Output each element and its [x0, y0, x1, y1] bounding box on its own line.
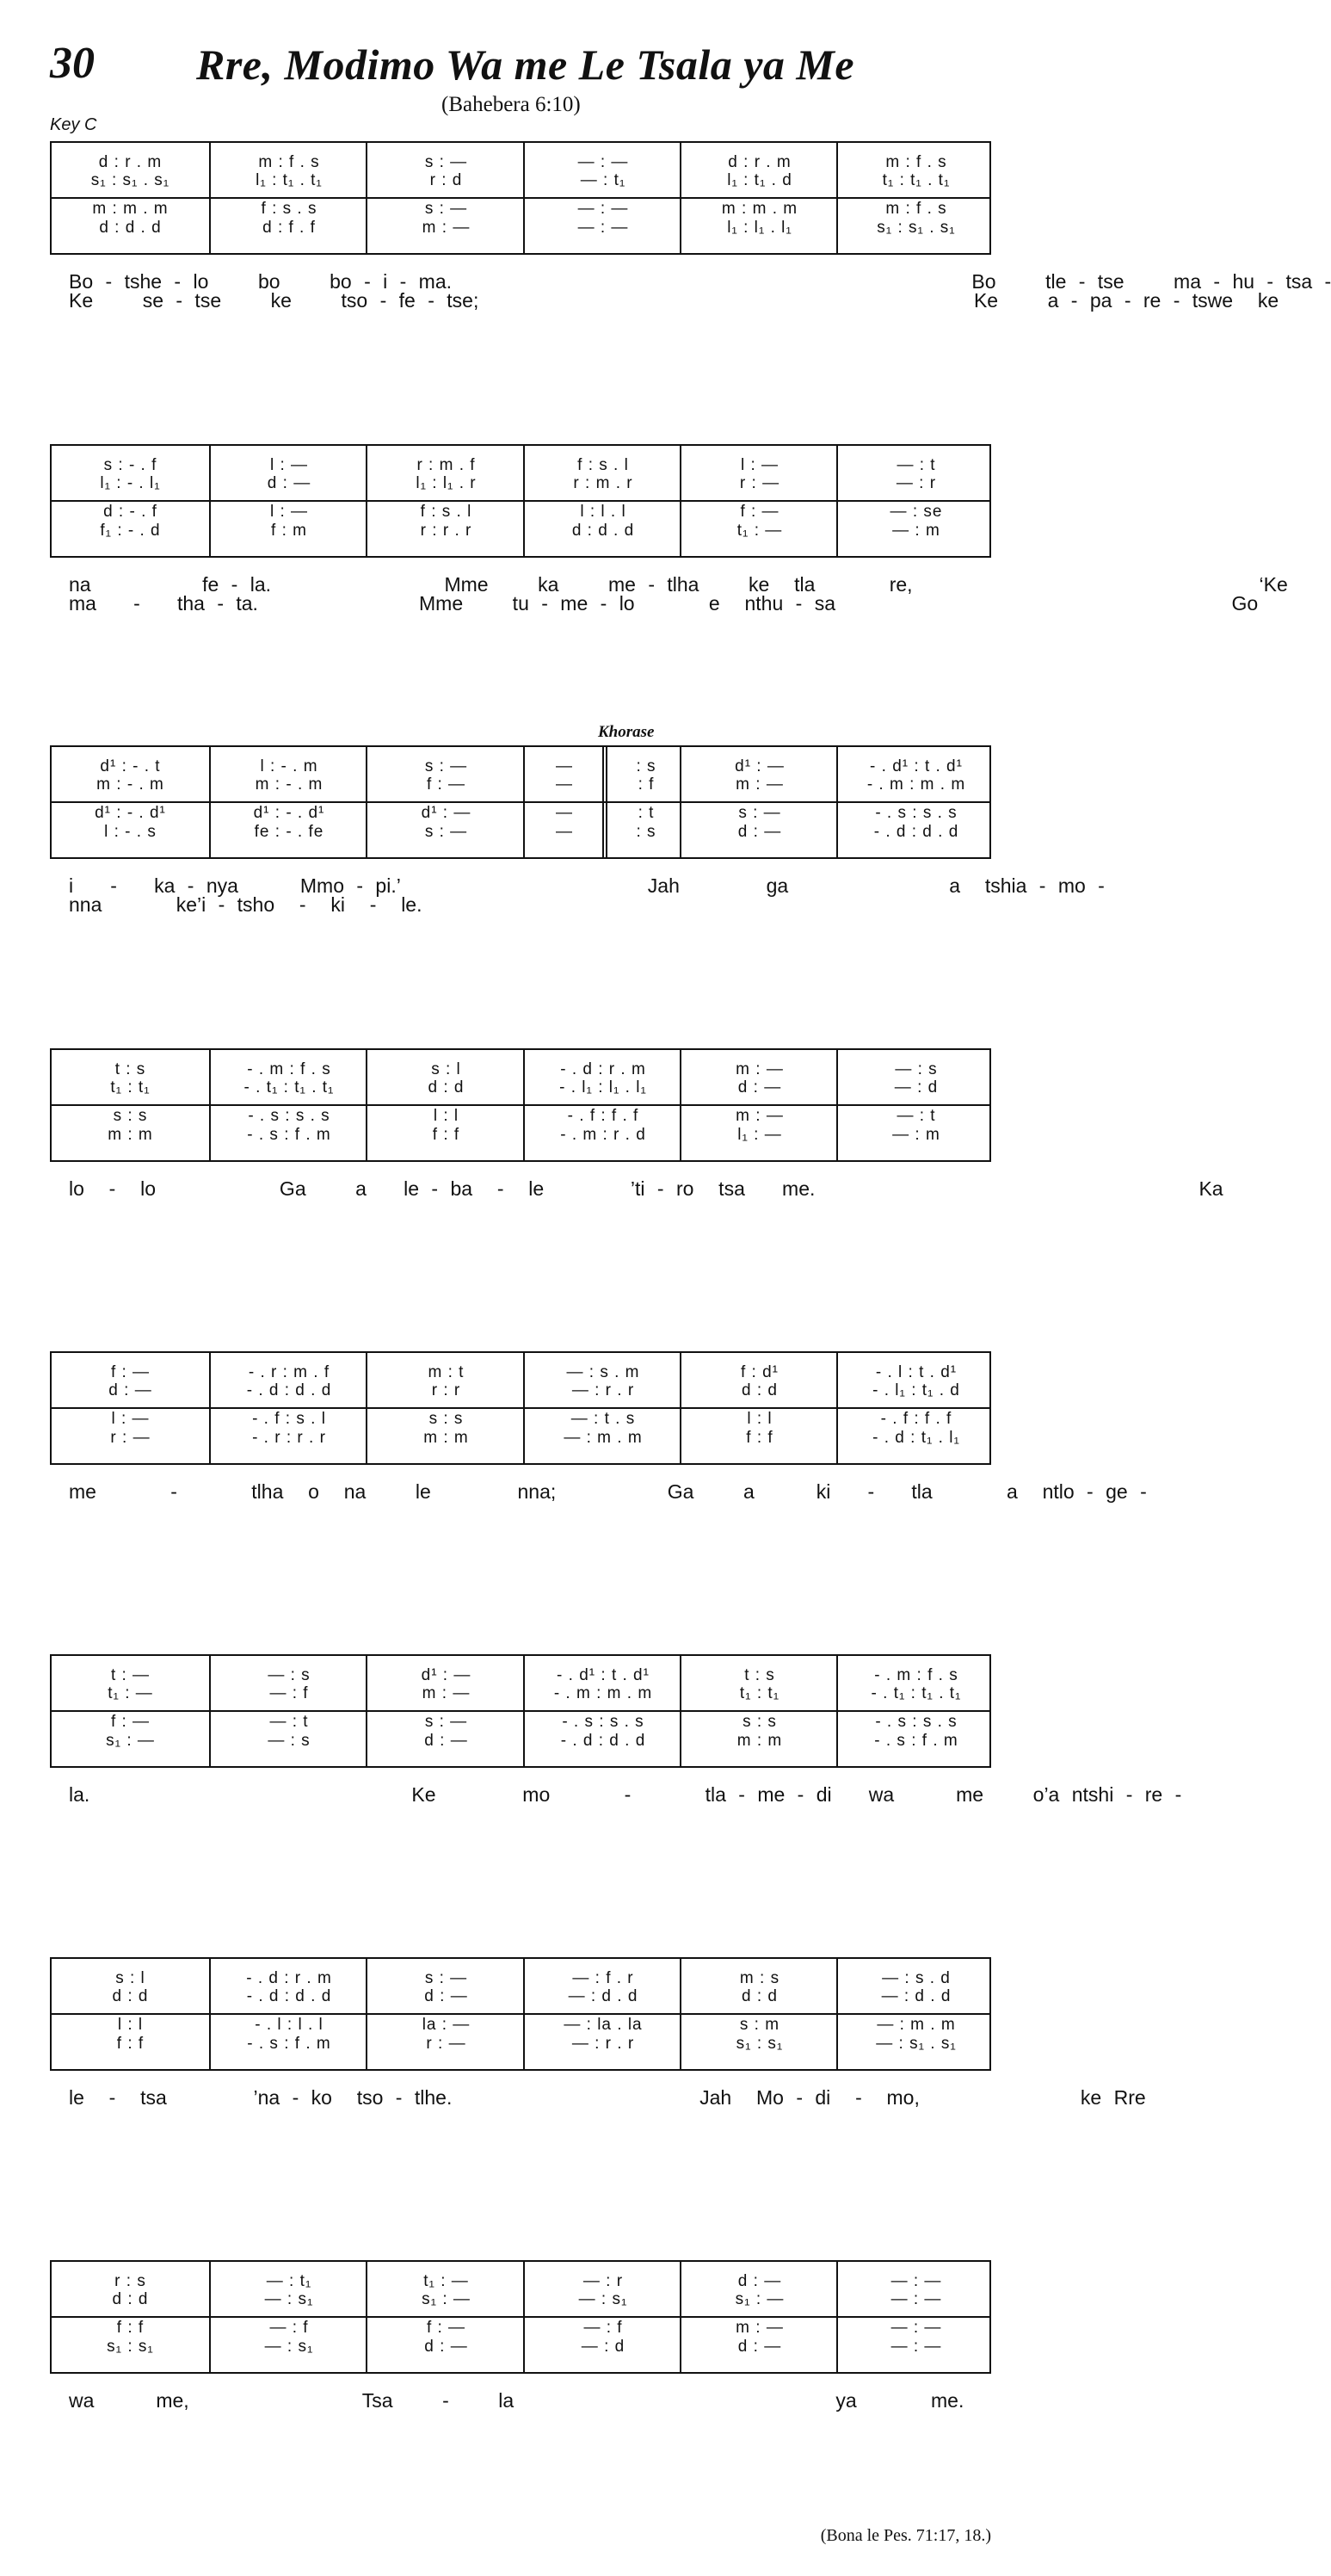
measure [209, 1959, 367, 2069]
soprano-notes: t : s [114, 1060, 146, 1078]
bass-notes: f : f [432, 1126, 460, 1144]
tenor-notes: : t [638, 804, 655, 822]
tenor-notes: s : s [113, 1107, 148, 1125]
score-system [50, 2260, 991, 2374]
soprano-notes: - . m : f . s [247, 1060, 331, 1078]
measure [52, 1050, 209, 1160]
hymn-header [50, 38, 996, 141]
measure [523, 1656, 681, 1766]
alto-notes: — : — [890, 2290, 942, 2308]
soprano-notes: m : s [739, 1969, 780, 1987]
measure [836, 446, 995, 556]
measure [52, 446, 209, 556]
lyric-line: na fe - la. Mme ka me - tlha ke tla re, ‘Ke [69, 573, 1288, 596]
soprano-notes: — : s . d [882, 1969, 951, 1987]
bass-notes: f : m [271, 522, 307, 540]
measure [523, 1353, 681, 1463]
alto-notes: — : t₁ [580, 171, 626, 189]
tenor-notes: — : — [890, 2319, 942, 2337]
tenor-notes: - . f : f . f [567, 1107, 639, 1125]
alto-notes: — [556, 775, 573, 794]
bass-notes: l₁ : l₁ . l₁ [727, 219, 792, 237]
soprano-notes: - . d : r . m [560, 1060, 646, 1078]
soprano-notes: s : l [115, 1969, 145, 1987]
soprano-notes: — : — [890, 2272, 942, 2290]
tenor-notes: f : f [116, 2319, 145, 2337]
alto-notes: t₁ : t₁ [110, 1078, 151, 1096]
score-system [50, 444, 991, 558]
bass-notes: — : m . m [564, 1429, 643, 1447]
soprano-notes: t : — [110, 1666, 151, 1684]
tenor-notes: — [556, 804, 573, 822]
soprano-notes: — : s [895, 1060, 938, 1078]
lyric-line: lo - lo Ga a le - ba - le ’ti - ro tsa me. Ka [69, 1177, 1223, 1200]
alto-notes: d : — [424, 1987, 468, 2005]
soprano-notes: d¹ : — [735, 757, 785, 775]
bass-notes: s₁ : s₁ [107, 2338, 154, 2356]
soprano-notes: — : s [268, 1666, 311, 1684]
tenor-notes: - . s : s . s [562, 1713, 644, 1731]
soprano-notes: s : — [424, 1969, 468, 1987]
measure [366, 143, 525, 253]
bass-notes: l₁ : — [737, 1126, 782, 1144]
alto-notes: r : m . r [573, 474, 633, 492]
soprano-notes: - . d¹ : t . d¹ [870, 757, 963, 775]
measure [209, 747, 367, 857]
alto-notes: s₁ : — [735, 2290, 785, 2308]
tenor-notes: - . f : s . l [252, 1410, 326, 1428]
alto-notes: d : d [112, 2290, 149, 2308]
bass-notes: l : - . s [104, 823, 157, 841]
alto-notes: l₁ : l₁ . r [416, 474, 477, 492]
measure [523, 143, 681, 253]
bass-notes: r : r . r [420, 522, 472, 540]
alto-notes: m : - . m [96, 775, 164, 794]
measure [680, 143, 838, 253]
tenor-notes: — : se [890, 503, 943, 521]
alto-notes: l₁ : t₁ . d [727, 171, 792, 189]
alto-notes: m : - . m [255, 775, 324, 794]
alto-notes: l₁ : - . l₁ [100, 474, 161, 492]
tenor-notes: - . s : s . s [875, 1713, 958, 1731]
alto-notes: — : f [269, 1684, 309, 1702]
tenor-notes: — : f [583, 2319, 623, 2337]
scripture-reference: (Bahebera 6:10) [441, 93, 581, 116]
bass-notes: - . d : d . d [560, 1732, 646, 1750]
tenor-notes: l : — [269, 503, 309, 521]
alto-notes: d : d [742, 1381, 778, 1399]
tenor-notes: m : f . s [885, 200, 947, 218]
alto-notes: - . d : d . d [246, 1987, 332, 2005]
soprano-notes: - . l : t . d¹ [875, 1363, 958, 1381]
tenor-notes: d¹ : - . d¹ [95, 804, 166, 822]
tenor-notes: — : m . m [877, 2016, 956, 2034]
score-system [50, 1351, 991, 1465]
alto-notes: - . t₁ : t₁ . t₁ [871, 1684, 962, 1702]
alto-notes: d : — [108, 1381, 152, 1399]
tenor-notes: l : l . l [580, 503, 626, 521]
hymn-number: 30 [50, 39, 95, 88]
tenor-notes: s : — [424, 200, 468, 218]
bass-notes: s : — [424, 823, 468, 841]
alto-notes: - . d : d . d [246, 1381, 332, 1399]
measure [366, 2262, 525, 2372]
tenor-notes: — : la . la [564, 2016, 643, 2034]
bass-notes: - . s : f . m [247, 2035, 331, 2053]
lyric-line: la. Ke mo - tla - me - di wa me o’a ntshi - re - [69, 1783, 1182, 1806]
tenor-notes: s : — [424, 1713, 468, 1731]
measure [366, 446, 525, 556]
tenor-notes: s : — [738, 804, 781, 822]
bass-notes: - . s : f . m [874, 1732, 958, 1750]
soprano-notes: — : r [582, 2272, 624, 2290]
soprano-notes: — : t [897, 456, 936, 474]
alto-notes: d : d [428, 1078, 465, 1096]
alto-notes: — : d . d [881, 1987, 952, 2005]
soprano-notes: d : r . m [728, 153, 792, 171]
soprano-notes: t₁ : — [423, 2272, 469, 2290]
bass-notes: f₁ : - . d [100, 522, 161, 540]
tenor-notes: l : l [747, 1410, 773, 1428]
tenor-notes: - . s : s . s [248, 1107, 330, 1125]
tenor-notes: f : s . s [261, 200, 317, 218]
lyric-line: le - tsa ’na - ko tso - tlhe. Jah Mo - di - mo, ke Rre [69, 2086, 1146, 2109]
soprano-notes: — : t₁ [266, 2272, 312, 2290]
bass-notes: - . r : r . r [252, 1429, 326, 1447]
bass-notes: — : m [892, 1126, 940, 1144]
measure [836, 2262, 995, 2372]
tenor-notes: l : l [117, 2016, 144, 2034]
soprano-notes: - . d¹ : t . d¹ [557, 1666, 650, 1684]
soprano-notes: f : — [110, 1363, 151, 1381]
tenor-notes: l : — [111, 1410, 150, 1428]
bass-notes: — : d [581, 2338, 625, 2356]
alto-notes: d : d [112, 1987, 149, 2005]
soprano-notes: - . d : r . m [246, 1969, 332, 1987]
bass-notes: — [556, 823, 573, 841]
bass-notes: s₁ : — [106, 1732, 155, 1750]
lyric-line: Ke se - tse ke tso - fe - tse; Ke a - pa - re - tswe ke [69, 289, 1279, 312]
measure [52, 747, 209, 857]
tenor-notes: — : t [269, 1713, 309, 1731]
bass-notes: f : f [116, 2035, 145, 2053]
tenor-notes: d¹ : - . d¹ [253, 804, 325, 822]
alto-notes: - . m : m . m [866, 775, 966, 794]
alto-notes: t₁ : t₁ [739, 1684, 780, 1702]
bass-notes: m : m [423, 1429, 469, 1447]
measure [523, 2262, 681, 2372]
bass-notes: — : r . r [571, 2035, 635, 2053]
alto-notes: f : — [426, 775, 466, 794]
alto-notes: r : r [431, 1381, 461, 1399]
measure [209, 446, 367, 556]
tenor-notes: s : s [743, 1713, 777, 1731]
measure [209, 1353, 367, 1463]
hymn-title: Rre, Modimo Wa me Le Tsala ya Me [196, 40, 855, 89]
bass-notes: d : — [737, 823, 782, 841]
alto-notes: t₁ : t₁ . t₁ [882, 171, 951, 189]
measure [680, 446, 838, 556]
measure [523, 1050, 681, 1160]
measure [209, 1050, 367, 1160]
tenor-notes: s : m [739, 2016, 780, 2034]
measure [209, 2262, 367, 2372]
bass-notes: d : — [424, 1732, 468, 1750]
soprano-notes: f : d¹ [740, 1363, 779, 1381]
score-system [50, 1048, 991, 1162]
bass-notes: s₁ : s₁ . s₁ [877, 219, 956, 237]
measure [836, 1656, 995, 1766]
alto-notes: m : — [736, 775, 784, 794]
soprano-notes: r : m . f [416, 456, 476, 474]
score-system [50, 1957, 991, 2071]
bass-notes: — : s₁ [264, 2338, 314, 2356]
lyric-line: me - tlha o na le nna; Ga a ki - tla a ntlo - ge - [69, 1480, 1147, 1503]
soprano-notes: d : — [737, 2272, 782, 2290]
measure [836, 747, 995, 857]
bass-notes: d : — [737, 2338, 782, 2356]
tenor-notes: — : t [897, 1107, 936, 1125]
soprano-notes: l : - . m [260, 757, 318, 775]
alto-notes: — : d . d [568, 1987, 638, 2005]
measure [366, 1050, 525, 1160]
alto-notes: - . t₁ : t₁ . t₁ [243, 1078, 335, 1096]
soprano-notes: m : — [736, 1060, 784, 1078]
alto-notes: — : r . r [571, 1381, 635, 1399]
measure [836, 1050, 995, 1160]
bass-notes: d : d . d [571, 522, 635, 540]
measure [209, 1656, 367, 1766]
bass-notes: m : m [736, 1732, 783, 1750]
tenor-notes: f : — [740, 503, 779, 521]
lyric-line: nna ke’i - tsho - ki - le. [69, 893, 422, 916]
soprano-notes: - . r : m . f [248, 1363, 330, 1381]
tenor-notes: - . l : l . l [255, 2016, 324, 2034]
alto-notes: — : s₁ [578, 2290, 628, 2308]
bass-notes: - . m : r . d [560, 1126, 646, 1144]
score-system [50, 745, 991, 859]
soprano-notes: l : — [740, 456, 779, 474]
measure [680, 2262, 838, 2372]
tenor-notes: - . s : s . s [875, 804, 958, 822]
soprano-notes: d : r . m [98, 153, 163, 171]
tenor-notes: f : s . l [420, 503, 472, 521]
measure [836, 1353, 995, 1463]
soprano-notes: d¹ : — [421, 1666, 471, 1684]
alto-notes: s₁ : s₁ . s₁ [90, 171, 170, 189]
soprano-notes: — : s . m [566, 1363, 640, 1381]
bass-notes: f : f [746, 1429, 773, 1447]
alto-notes: s₁ : — [422, 2290, 471, 2308]
soprano-notes: s : — [424, 757, 468, 775]
soprano-notes: f : s . l [577, 456, 629, 474]
soprano-notes: s : — [424, 153, 468, 171]
measure [602, 747, 685, 857]
tenor-notes: m : m . m [92, 200, 169, 218]
tenor-notes: l : l [433, 1107, 459, 1125]
alto-notes: t₁ : — [108, 1684, 153, 1702]
tenor-notes: — : t . s [570, 1410, 636, 1428]
alto-notes: — : d [894, 1078, 939, 1096]
lyric-line: ma - tha - ta. Mme tu - me - lo e nthu - sa Go [69, 592, 1259, 615]
measure [680, 1959, 838, 2069]
bass-notes: d : — [424, 2338, 468, 2356]
alto-notes: d : d [742, 1987, 778, 2005]
measure [366, 747, 525, 857]
measure [680, 1050, 838, 1160]
soprano-notes: d¹ : - . t [100, 757, 161, 775]
alto-notes: - . l₁ : t₁ . d [872, 1381, 960, 1399]
bass-notes: d : f . f [262, 219, 316, 237]
score-system [50, 1654, 991, 1768]
alto-notes: : f [638, 775, 655, 794]
soprano-notes: m : t [428, 1363, 465, 1381]
soprano-notes: m : f . s [885, 153, 947, 171]
measure [836, 1959, 995, 2069]
soprano-notes: t : s [744, 1666, 775, 1684]
lyric-line: i - ka - nya Mmo - pi.’ Jah ga a tshia - mo - [69, 874, 1105, 897]
bass-notes: — : s₁ . s₁ [876, 2035, 957, 2053]
alto-notes: l₁ : t₁ . t₁ [256, 171, 323, 189]
measure [523, 1959, 681, 2069]
alto-notes: m : — [422, 1684, 471, 1702]
alto-notes: — : s₁ [264, 2290, 314, 2308]
tenor-notes: — : — [577, 200, 629, 218]
bass-notes: fe : - . fe [254, 823, 324, 841]
measure [52, 1353, 209, 1463]
measure [836, 143, 995, 253]
alto-notes: d : — [737, 1078, 782, 1096]
bass-notes: : s [636, 823, 656, 841]
footer-reference: (Bona le Pes. 71:17, 18.) [820, 2526, 991, 2545]
soprano-notes: - . m : f . s [874, 1666, 958, 1684]
measure [366, 1656, 525, 1766]
bass-notes: - . d : t₁ . l₁ [872, 1429, 960, 1447]
tenor-notes: f : — [110, 1713, 151, 1731]
measure [52, 143, 209, 253]
tenor-notes: la : — [422, 2016, 471, 2034]
bass-notes: t₁ : — [736, 522, 783, 540]
tenor-notes: d : - . f [103, 503, 157, 521]
soprano-notes: r : s [114, 2272, 146, 2290]
measure [52, 1959, 209, 2069]
measure [366, 1959, 525, 2069]
tenor-notes: f : — [426, 2319, 466, 2337]
lyric-line: wa me, Tsa - la ya me. [69, 2389, 964, 2412]
chorus-label: Khorase [598, 723, 655, 741]
measure [680, 747, 838, 857]
score-system [50, 141, 991, 255]
tenor-notes: m : — [736, 2319, 784, 2337]
soprano-notes: s : - . f [103, 456, 157, 474]
measure [209, 143, 367, 253]
bass-notes: — : m [892, 522, 940, 540]
measure [680, 1656, 838, 1766]
bass-notes: - . s : f . m [247, 1126, 331, 1144]
bass-notes: d : d . d [99, 219, 162, 237]
measure [52, 1656, 209, 1766]
bass-notes: - . d : d . d [873, 823, 959, 841]
soprano-notes: l : — [269, 456, 309, 474]
tenor-notes: d¹ : — [421, 804, 471, 822]
measure [523, 446, 681, 556]
alto-notes: — : r [896, 474, 937, 492]
soprano-notes: — : — [577, 153, 629, 171]
bass-notes: — : — [577, 219, 629, 237]
alto-notes: r : d [429, 171, 463, 189]
tenor-notes: — : f [269, 2319, 309, 2337]
bass-notes: — : s [268, 1732, 311, 1750]
bass-notes: r : — [110, 1429, 151, 1447]
measure [523, 747, 604, 857]
bass-notes: s₁ : s₁ [736, 2035, 784, 2053]
soprano-notes: — : f . r [572, 1969, 634, 1987]
alto-notes: r : — [739, 474, 780, 492]
tenor-notes: - . f : f . f [880, 1410, 952, 1428]
tenor-notes: m : — [736, 1107, 784, 1125]
alto-notes: d : — [267, 474, 311, 492]
soprano-notes: : s [636, 757, 656, 775]
bass-notes: m : — [422, 219, 471, 237]
bass-notes: — : — [890, 2338, 942, 2356]
tenor-notes: m : m . m [721, 200, 798, 218]
soprano-notes: m : f . s [258, 153, 320, 171]
measure [52, 2262, 209, 2372]
soprano-notes: — [556, 757, 573, 775]
measure [680, 1353, 838, 1463]
soprano-notes: s : l [431, 1060, 461, 1078]
tenor-notes: s : s [428, 1410, 464, 1428]
bass-notes: r : — [426, 2035, 466, 2053]
key-signature: Key C [50, 115, 97, 134]
bass-notes: m : m [108, 1126, 153, 1144]
lyric-line: Bo - tshe - lo bo bo - i - ma. Bo tle - tse ma - hu - tsa - [69, 270, 1331, 293]
alto-notes: - . l₁ : l₁ . l₁ [559, 1078, 647, 1096]
alto-notes: - . m : m . m [553, 1684, 653, 1702]
measure [366, 1353, 525, 1463]
